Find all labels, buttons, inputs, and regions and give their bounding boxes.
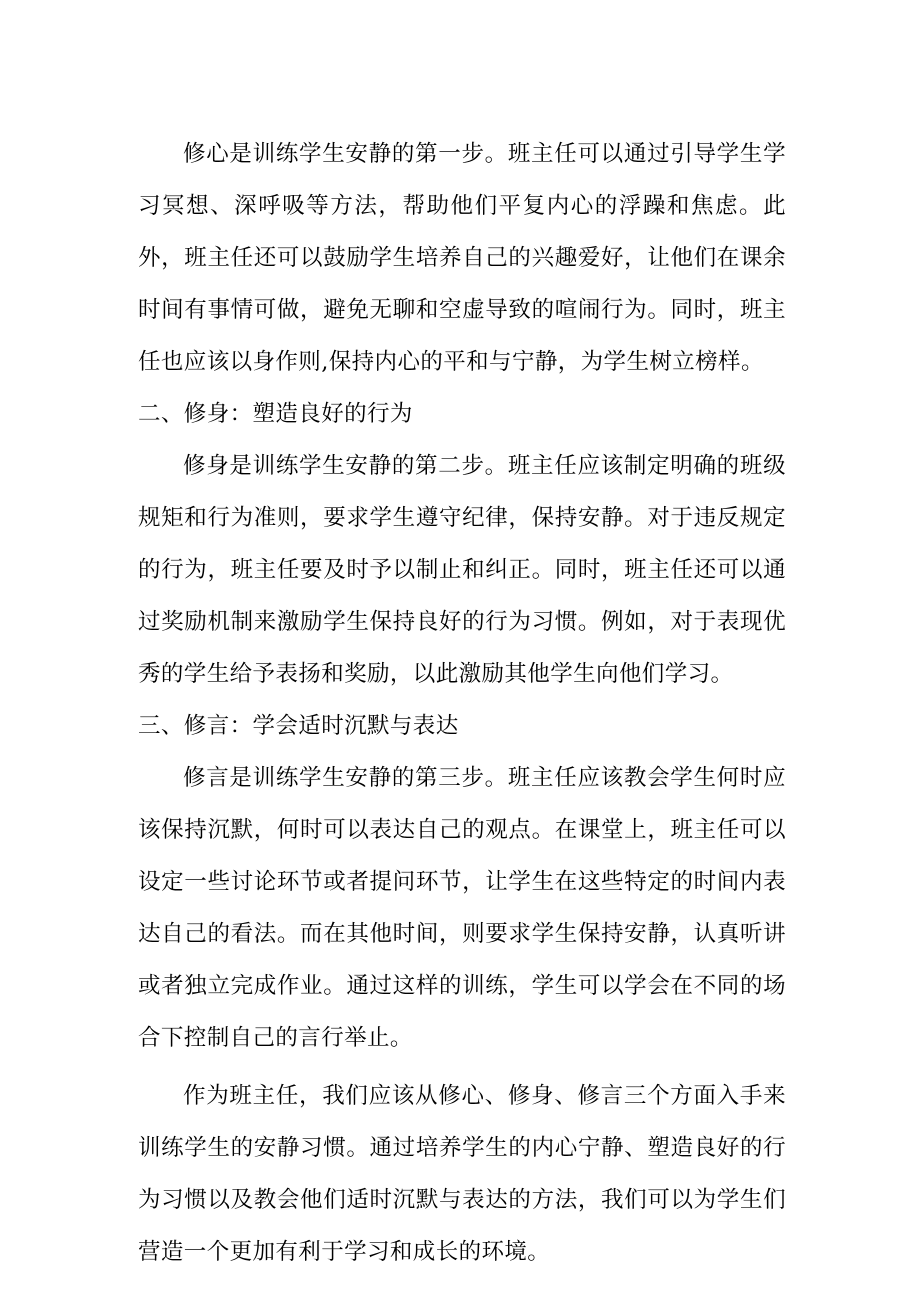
paragraph-conclusion: 作为班主任，我们应该从修心、修身、修言三个方面入手来训练学生的安静习惯。通过培养学生的内心宁静、塑造良好的行为习惯以及教会他们适时沉默与表达的方法，我们可以为学生们营造一个更加有利于学习和成长的环境。 (138, 1083, 786, 1265)
paragraph-xiushen: 修身是训练学生安静的第二步。班主任应该制定明确的班级规矩和行为准则，要求学生遵守纪律，保持安静。对于违反规定的行为，班主任要及时予以制止和纠正。同时，班主任还可以通过奖励机制来激励学生保持良好的行为习惯。例如，对于表现优秀的学生给予表扬和奖励，以此激励其他学生向他们学习。 (138, 453, 786, 687)
section-heading-xiuyan: 三、修言：学会适时沉默与表达 (138, 713, 459, 739)
paragraph-xiuyan: 修言是训练学生安静的第三步。班主任应该教会学生何时应该保持沉默，何时可以表达自己的观点。在课堂上，班主任可以设定一些讨论环节或者提问环节，让学生在这些特定的时间内表达自己的看法。而在其他时间，则要求学生保持安静，认真听讲或者独立完成作业。通过这样的训练，学生可以学会在不同的场合下控制自己的言行举止。 (138, 765, 786, 1051)
section-heading-xiushen: 二、修身：塑造良好的行为 (138, 401, 413, 427)
paragraph-xiuxin: 修心是训练学生安静的第一步。班主任可以通过引导学生学习冥想、深呼吸等方法，帮助他们平复内心的浮躁和焦虑。此外，班主任还可以鼓励学生培养自己的兴趣爱好，让他们在课余时间有事情可做，避免无聊和空虚导致的喧闹行为。同时，班主任也应该以身作则,保持内心的平和与宁静，为学生树立榜样。 (138, 141, 786, 375)
document-body (138, 128, 786, 1278)
